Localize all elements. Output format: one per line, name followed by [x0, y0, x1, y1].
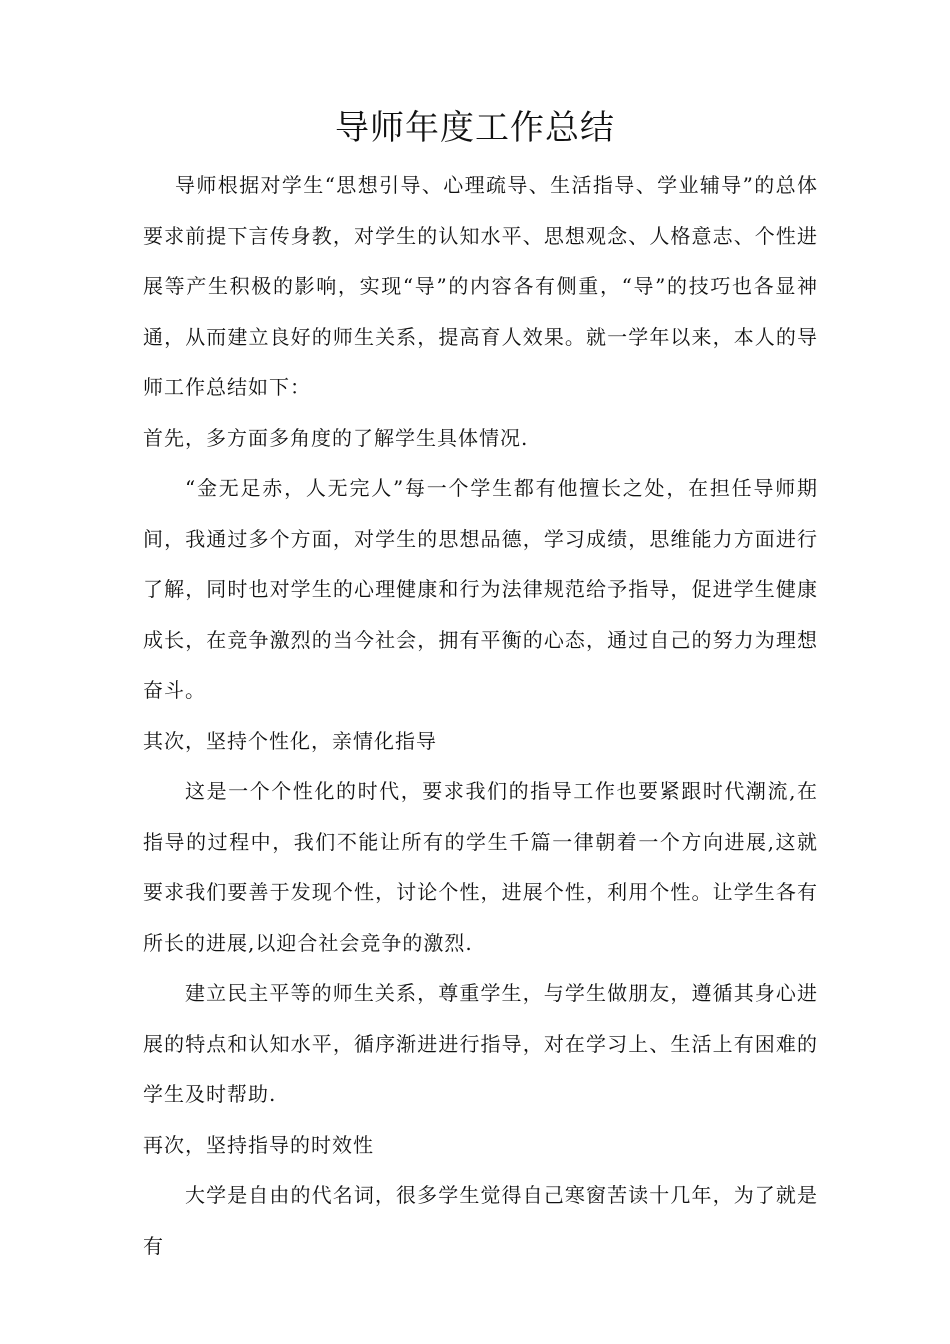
section-2-paragraph-1: 这是一个个性化的时代，要求我们的指导工作也要紧跟时代潮流,在指导的过程中，我们不能让所有的学生千篇一律朝着一个方向进展,这就要求我们要善于发现个性，讨论个性，进展个性，利用个性。让学生各有所长的进展,以迎合社会竞争的激烈. [143, 779, 818, 955]
section-heading-1: 首先，多方面多角度的了解学生具体情况. [143, 425, 529, 450]
section-2-paragraph-2: 建立民主平等的师生关系，尊重学生，与学生做朋友，遵循其身心进展的特点和认知水平，循序渐进进行指导，对在学习上、生活上有困难的学生及时帮助. [143, 981, 818, 1106]
section-heading-3: 再次，坚持指导的时效性 [143, 1132, 374, 1157]
section-1-paragraph: “金无足赤，人无完人”每一个学生都有他擅长之处，在担任导师期间，我通过多个方面，对学生的思想品德，学习成绩，思维能力方面进行了解，同时也对学生的心理健康和行为法律规范给予指导，促进学生健康成长，在竞争激烈的当今社会，拥有平衡的心态，通过自己的努力为理想奋斗。 [143, 476, 818, 702]
intro-paragraph: 导师根据对学生“思想引导、心理疏导、生活指导、学业辅导”的总体要求前提下言传身教，对学生的认知水平、思想观念、人格意志、个性进展等产生积极的影响，实现“导”的内容各有侧重，“导”的技巧也各显神通，从而建立良好的师生关系，提高育人效果。就一学年以来，本人的导师工作总结如下： [143, 173, 818, 399]
document-title: 导师年度工作总结 [335, 108, 615, 148]
body-text [143, 160, 818, 1271]
section-heading-2: 其次，坚持个性化，亲情化指导 [143, 728, 437, 753]
section-3-paragraph: 大学是自由的代名词，很多学生觉得自己寒窗苦读十几年，为了就是有 [143, 1183, 818, 1258]
